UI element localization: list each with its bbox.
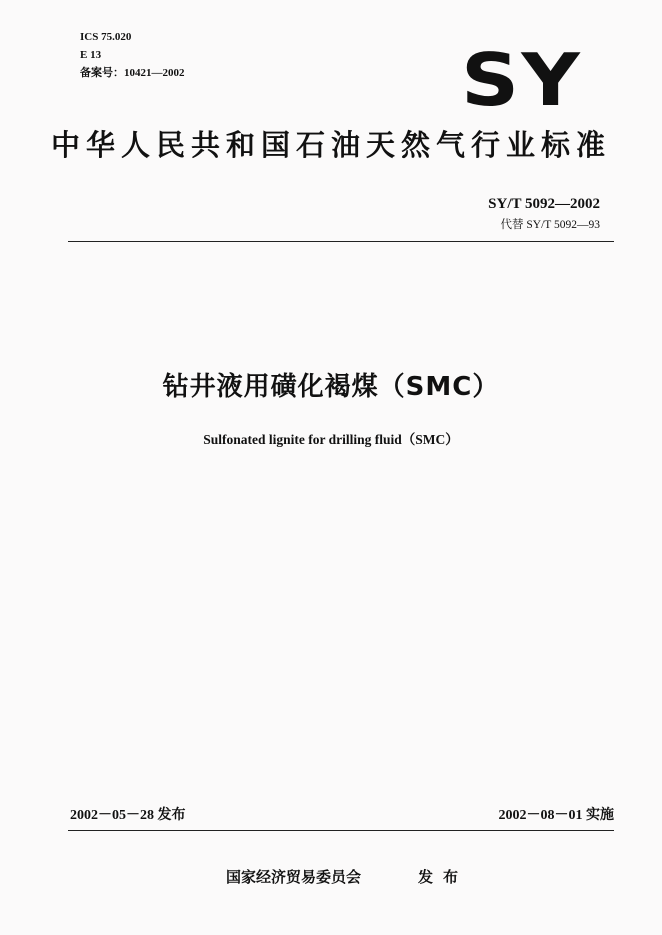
standard-body-title: 中华人民共和国石油天然气行业标准 <box>50 128 611 162</box>
publisher-name: 国家经济贸易委员会 <box>226 868 362 886</box>
issue-date: 2002－05－28 发布 <box>70 808 186 823</box>
standard-number: SY/T 5092—2002 <box>488 196 600 212</box>
implementation-date: 2002－08－01 实施 <box>498 808 614 823</box>
sy-logo: SY <box>461 38 582 122</box>
document-title-english: Sulfonated lignite for drilling fluid（SMC） <box>203 432 459 447</box>
replaces-standard: 代替 SY/T 5092—93 <box>500 219 600 231</box>
classification-code: E 13 <box>80 49 102 61</box>
publish-label: 发布 <box>418 868 469 886</box>
document-title-chinese: 钻井液用磺化褐煤（SMC） <box>162 372 500 402</box>
bottom-divider <box>68 830 614 831</box>
top-divider <box>68 241 614 242</box>
filing-number: 备案号：10421—2002 <box>80 67 185 79</box>
ics-code: ICS 75.020 <box>80 31 132 43</box>
